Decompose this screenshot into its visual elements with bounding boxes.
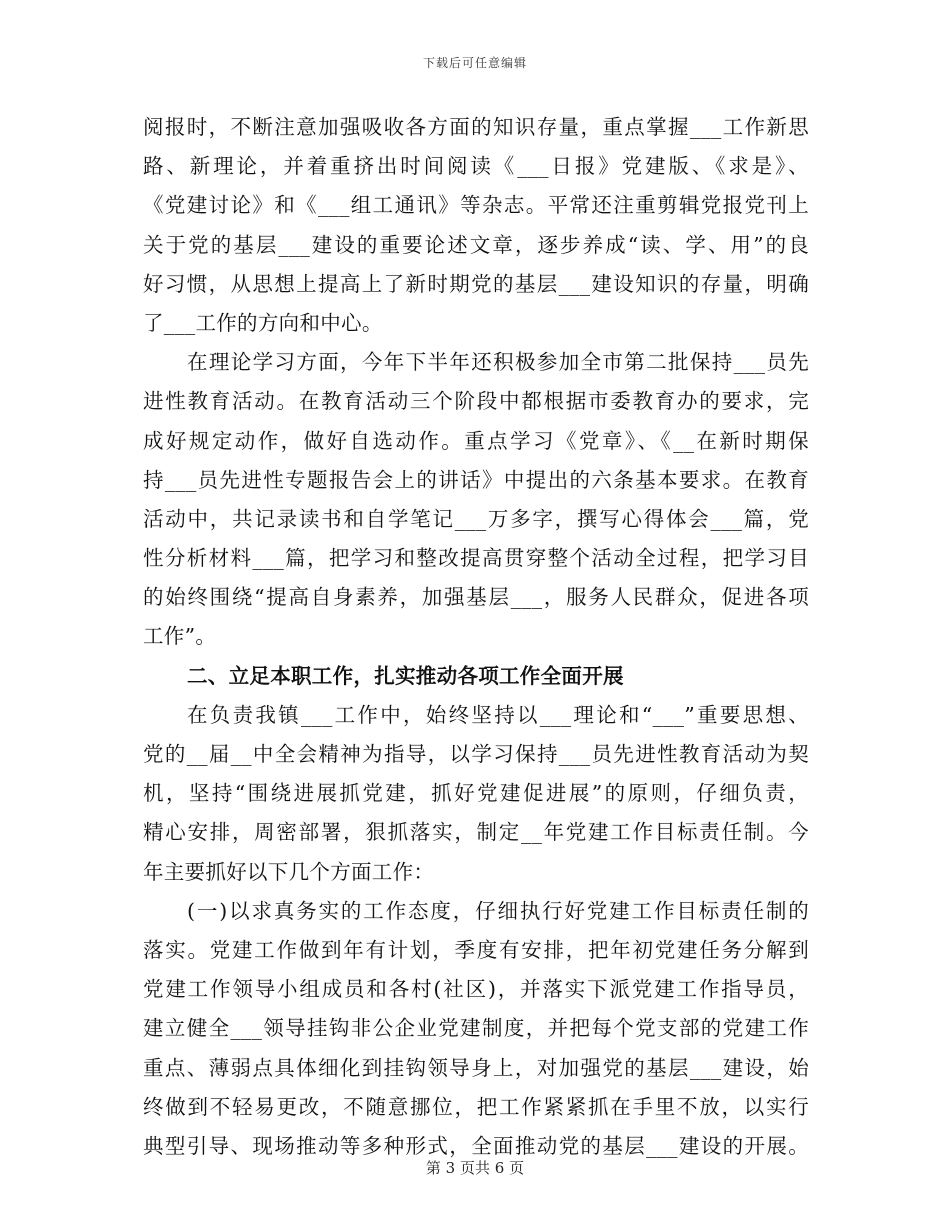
body-line: 关于党的基层___建设的重要论述文章，逐步养成“读、学、用”的良 (143, 232, 809, 257)
body-line: 活动中，共记录读书和自学笔记___万多字，撰写心得体会___篇，党 (143, 506, 809, 531)
page-footer: 第 3 页共 6 页 (425, 1159, 525, 1177)
body-line: 精心安排，周密部署，狠抓落实，制定__年党建工作目标责任制。今 (143, 820, 809, 845)
body-line: (一)以求真务实的工作态度，仔细执行好党建工作目标责任制的 (187, 898, 809, 923)
body-line: 《党建讨论》和《___组工通讯》等杂志。平常还注重剪辑党报党刊上 (143, 193, 809, 218)
body-line: 阅报时，不断注意加强吸收各方面的知识存量，重点掌握___工作新思 (143, 115, 809, 139)
body-line: 成好规定动作，做好自选动作。重点学习《党章》、《__在新时期保 (143, 428, 809, 453)
body-line: 建立健全___领导挂钩非公企业党建制度，并把每个党支部的党建工作 (143, 1016, 809, 1041)
page-header: 下载后可任意编辑 (422, 56, 527, 70)
body-line: 路、新理论，并着重挤出时间阅读《___日报》党建版、《求是》、 (143, 154, 809, 179)
body-line: 持___员先进性专题报告会上的讲话》中提出的六条基本要求。在教育 (143, 467, 809, 492)
body-line: 的始终围绕“提高自身素养，加强基层___，服务人民群众，促进各项 (143, 585, 809, 610)
body-line: 机，坚持“围绕进展抓党建，抓好党建促进展”的原则，仔细负责， (143, 781, 809, 806)
body-line: 工作”。 (143, 624, 217, 649)
body-line: 典型引导、现场推动等多种形式，全面推动党的基层___建设的开展。 (143, 1133, 809, 1158)
document-body (143, 108, 809, 1166)
body-line: 进性教育活动。在教育活动三个阶段中都根据市委教育办的要求，完 (143, 389, 809, 414)
body-line: 在负责我镇___工作中，始终坚持以___理论和“___”重要思想、 (187, 702, 809, 727)
section-heading: 二、立足本职工作，扎实推动各项工作全面开展 (187, 663, 624, 688)
body-line: 落实。党建工作做到年有计划，季度有安排，把年初党建任务分解到 (143, 937, 809, 962)
body-line: 了___工作的方向和中心。 (143, 310, 383, 335)
body-line: 好习惯，从思想上提高上了新时期党的基层___建设知识的存量，明确 (143, 271, 809, 296)
body-line: 在理论学习方面，今年下半年还积极参加全市第二批保持___员先 (187, 350, 809, 375)
body-line: 终做到不轻易更改，不随意挪位，把工作紧紧抓在手里不放，以实行 (143, 1094, 809, 1119)
body-line: 党的__届__中全会精神为指导，以学习保持___员先进性教育活动为契 (143, 742, 809, 766)
body-line: 重点、薄弱点具体细化到挂钩领导身上，对加强党的基层___建设，始 (143, 1055, 809, 1080)
body-line: 党建工作领导小组成员和各村(社区)，并落实下派党建工作指导员， (143, 977, 809, 1002)
body-line: 年主要抓好以下几个方面工作： (143, 859, 435, 884)
body-line: 性分析材料___篇，把学习和整改提高贯穿整个活动全过程，把学习目 (143, 546, 809, 571)
